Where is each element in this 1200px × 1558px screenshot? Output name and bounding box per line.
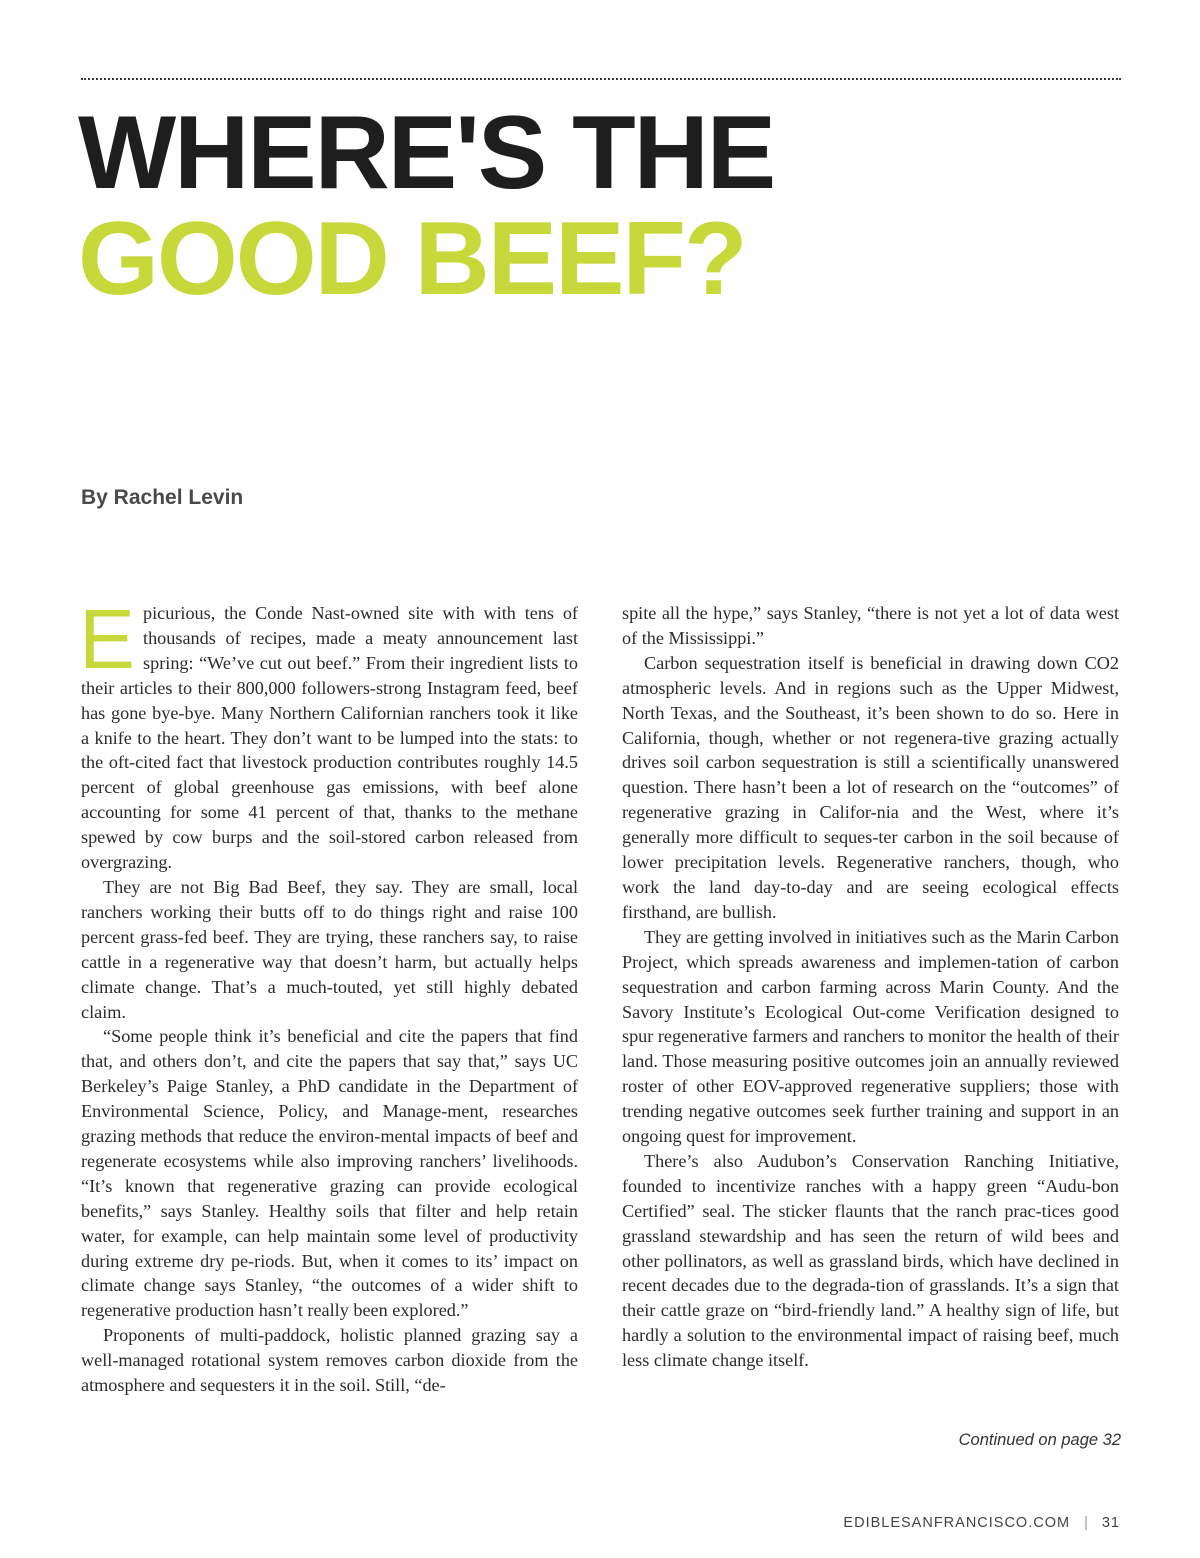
paragraph: There’s also Audubon’s Conservation Ranching Initiative, founded to incentivize ranches with a happy green “Audu-bon Certified” seal. The sticker flaunts that the ranch prac-tices good grassland stewardship and has seen the return of wild bees and other pollinators, as well as grassland birds, which have declined in recent decades due to the degrada-tion of grasslands. It’s a sign that their cattle graze on “bird-friendly land.” A healthy sign of life, but hardly a solution to the environmental impact of raising beef, much less climate change itself. bbox=[622, 1150, 1119, 1371]
headline-line-1: WHERE'S THE bbox=[78, 95, 775, 211]
paragraph bbox=[79, 592, 578, 875]
headline bbox=[78, 95, 775, 317]
paragraph: Proponents of multi-paddock, holistic planned grazing say a well-managed rotational system removes carbon dioxide from the atmosphere and sequesters it in the soil. Still, “de- bbox=[81, 1325, 578, 1396]
footer-site: EDIBLESANFRANCISCO.COM bbox=[843, 1515, 1071, 1531]
paragraph-text: picurious, the Conde Nast-owned site with with tens of thousands of recipes, made a meaty announcement last spring: “We’ve cut out beef.” From their ingredient lists to their articles to their 800,000 followers-strong Instagram feed, beef has gone bye-bye. Many Northern Californian ranchers took it like a knife to the heart. They don’t want to be lumped into the stats: to the oft-cited fact that livestock production contributes roughly 14.5 percent of global greenhouse gas emissions, with beef alone accounting for some 41 percent of that, thanks to the methane spewed by cow burps and the soil-stored carbon released from overgrazing. bbox=[81, 603, 578, 873]
paragraph: “Some people think it’s beneficial and cite the papers that find that, and others don’t, and cite the papers that say that,” says UC Berkeley’s Paige Stanley, a PhD candidate in the Department of Environmental Science, Policy, and Manage-ment, researches grazing methods that reduce the environ-mental impacts of beef and regenerate ecosystems while also improving ranchers’ livelihoods. “It’s known that regenerative grazing can provide ecological benefits,” says Stanley. Healthy soils that filter and help retain water, for example, can help maintain some level of productivity during extreme dry pe-riods. But, when it comes to its’ impact on climate change says Stanley, “the outcomes of a wider shift to regenerative production hasn’t really been explored.” bbox=[81, 1026, 578, 1321]
article-column-right bbox=[622, 601, 1119, 1373]
paragraph: They are not Big Bad Beef, they say. They are small, local ranchers working their butts off to do things right and raise 100 percent grass-fed beef. They are trying, these ranchers say, to raise cattle in a regenerative way that doesn’t harm, but actually helps climate change. That’s a much-touted, yet still highly debated claim. bbox=[81, 876, 578, 1022]
paragraph: They are getting involved in initiatives such as the Marin Carbon Project, which spreads awareness and implemen-tation of carbon sequestration and carbon farming across Marin County. And the Savory Institute’s Ecological Out-come Verification designed to spur regenerative farmers and ranchers to monitor the health of their land. Those measuring positive outcomes join an annually reviewed roster of other EOV-approved regenerative suppliers; those with trending negative outcomes seek further training and support in an ongoing quest for improvement. bbox=[622, 926, 1119, 1147]
headline-line-2: GOOD BEEF? bbox=[78, 201, 746, 317]
continued-note: Continued on page 32 bbox=[958, 1431, 1121, 1449]
footer-separator: | bbox=[1084, 1515, 1088, 1531]
paragraph: Carbon sequestration itself is beneficial in drawing down CO2 atmospheric levels. And in regions such as the Upper Midwest, North Texas, and the Southeast, it’s been shown to do so. Here in California, though, whether or not regenera-tive grazing actually drives soil carbon sequestration is still a scientifically unanswered question. There hasn’t been a lot of research on the “outcomes” of regenerative grazing in Califor-nia and the West, where it’s generally more difficult to seques-ter carbon in the soil because of lower precipitation levels. Regenerative ranchers, though, who work the land day-to-day and are seeing ecological effects firsthand, are bullish. bbox=[622, 652, 1119, 922]
top-dotted-rule bbox=[81, 78, 1121, 80]
paragraph: spite all the hype,” says Stanley, “there is not yet a lot of data west of the Mississippi.” bbox=[622, 603, 1119, 648]
page-footer bbox=[843, 1515, 1120, 1531]
drop-cap: E bbox=[79, 592, 136, 686]
article-column-left bbox=[79, 592, 578, 1398]
byline: By Rachel Levin bbox=[81, 486, 244, 509]
page-number: 31 bbox=[1101, 1515, 1120, 1531]
